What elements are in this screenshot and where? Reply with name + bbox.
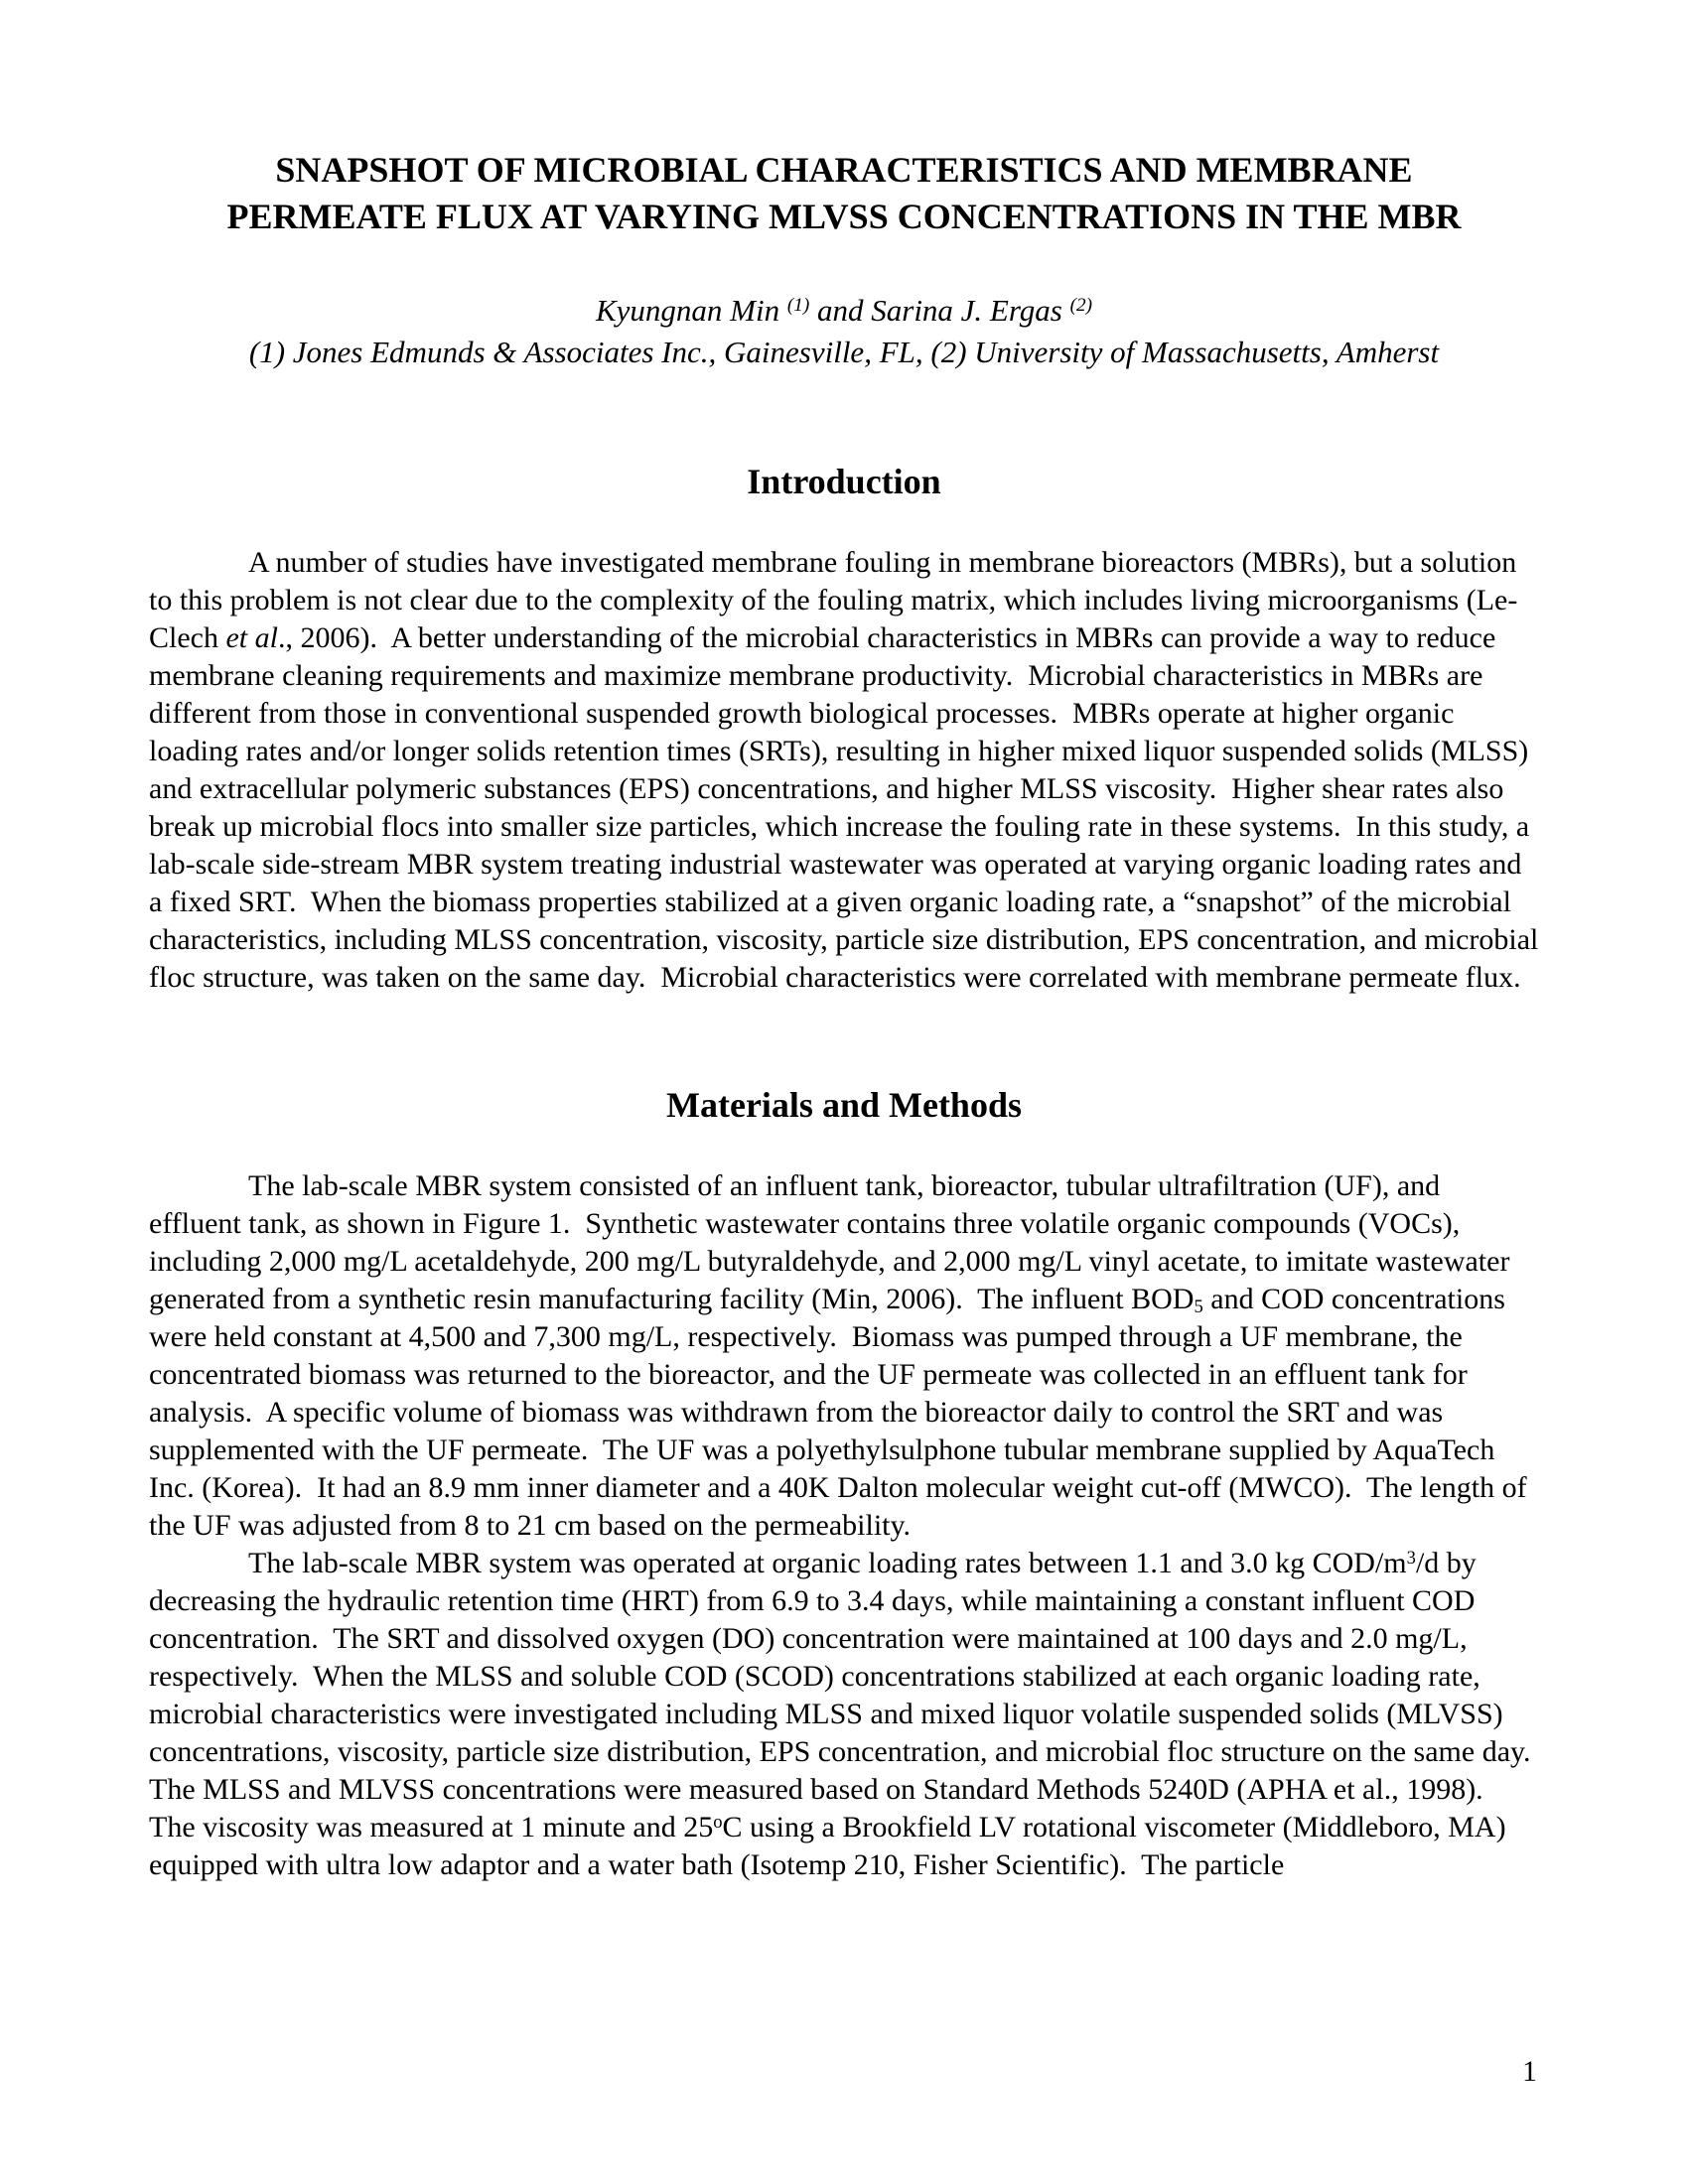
introduction-paragraph: A number of studies have investigated membrane fouling in membrane bioreactors (MBRs), but a solution to this problem is not clear due to the complexity of the fouling matrix, which includes living microorganisms (Le-Clech et al., 2006). A better understanding of the microbial characteristics in MBRs can provide a way to reduce membrane cleaning requirements and maximize membrane productivity. Microbial characteristics in MBRs are different from those in conventional suspended growth biological processes. MBRs operate at higher organic loading rates and/or longer solids retention times (SRTs), resulting in higher mixed liquor suspended solids (MLSS) and extracellular polymeric substances (EPS) concentrations, and higher MLSS viscosity. Higher shear rates also break up microbial flocs into smaller size particles, which increase the fouling rate in these systems. In this study, a lab-scale side-stream MBR system treating industrial wastewater was operated at varying organic loading rates and a fixed SRT. When the biomass properties stabilized at a given organic loading rate, a “snapshot” of the microbial characteristics, including MLSS concentration, viscosity, particle size distribution, EPS concentration, and microbial floc structure, was taken on the same day. Microbial characteristics were correlated with membrane permeate flux. bbox=[149, 546, 1546, 994]
methods-paragraph-2: The lab-scale MBR system was operated at organic loading rates between 1.1 and 3.0 kg COD/$m^3/d$ by decreasing the hydraulic retention time (HRT) from 6.9 to 3.4 days, while maintaining a constant influent COD concentration. The SRT and dissolved oxygen (DO) concentration were maintained at 100 days and 2.0 mg/L, respectively. When the MLSS and soluble COD (SCOD) concentrations stabilized at each organic loading rate, microbial characteristics were investigated including MLSS and mixed liquor volatile suspended solids (MLVSS) concentrations, viscosity, particle size distribution, EPS concentration, and microbial floc structure on the same day. The MLSS and MLVSS concentrations were measured based on Standard Methods 5240D (APHA et al., 1998). The viscosity was measured at 1 minute and 25$^o$C using a Brookfield LV rotational viscometer (Middleboro, MA) equipped with ultra low adaptor and a water bath (Isotemp 210, Fisher Scientific). The particle bbox=[149, 1547, 1546, 1881]
section-heading-introduction: Introduction bbox=[747, 462, 941, 501]
affiliations-line: (1) Jones Edmunds & Associates Inc., Gainesville, FL, (2) University of Massachusetts, Amherst bbox=[248, 335, 1440, 369]
title-line: SNAPSHOT OF MICROBIAL CHARACTERISTICS AND MEMBRANE bbox=[275, 150, 1413, 190]
document-title bbox=[149, 147, 1539, 240]
authors-line: Kyungnan Min $^{(1)}$ and Sarina J. Ergas $^{(2)}$ bbox=[595, 293, 1093, 328]
page-number: 1 bbox=[1522, 2055, 1537, 2088]
section-heading-materials-and-methods: Materials and Methods bbox=[666, 1085, 1022, 1125]
methods-paragraph-1: The lab-scale MBR system consisted of an influent tank, bioreactor, tubular ultrafiltration (UF), and effluent tank, as shown in Figure 1. Synthetic wastewater contains three volatile organic compounds (VOCs), including 2,000 mg/L acetaldehyde, 200 mg/L butyraldehyde, and 2,000 mg/L vinyl acetate, to imitate wastewater generated from a synthetic resin manufacturing facility (Min, 2006). The influent BOD5 and COD concentrations were held constant at 4,500 and 7,300 mg/L, respectively. Biomass was pumped through a UF membrane, the concentrated biomass was returned to the bioreactor, and the UF permeate was collected in an effluent tank for analysis. A specific volume of biomass was withdrawn from the bioreactor daily to control the SRT and was supplemented with the UF permeate. The UF was a polyethylsulphone tubular membrane supplied by AquaTech Inc. (Korea). It had an 8.9 mm inner diameter and a 40K Dalton molecular weight cut-off (MWCO). The length of the UF was adjusted from 8 to 21 cm based on the permeability. bbox=[149, 1169, 1535, 1542]
title-line: PERMEATE FLUX AT VARYING MLVSS CONCENTRATIONS IN THE MBR bbox=[226, 197, 1462, 236]
document-body bbox=[149, 147, 1546, 1884]
